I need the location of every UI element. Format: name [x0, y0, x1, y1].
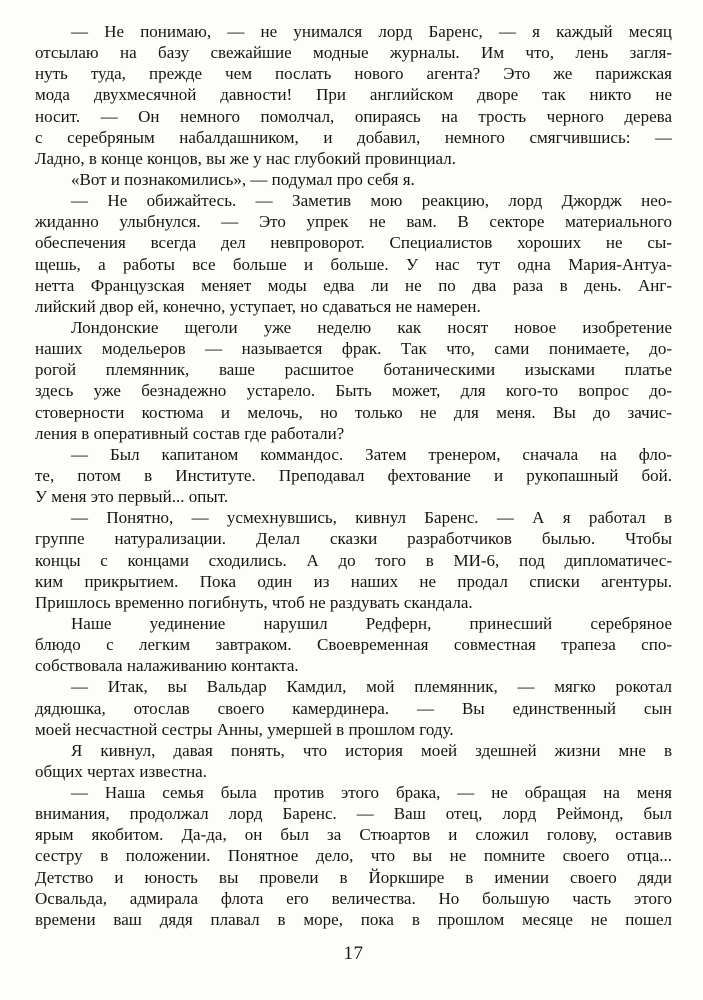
- text-line: обеспечения всегда дел невпроворот. Специалистов хороших не сы-: [35, 233, 672, 253]
- text-line: Пришлось временно погибнуть, чтоб не раздувать скандала.: [35, 592, 473, 612]
- text-line: — Наша семья была против этого брака, — не обращая на меня: [71, 783, 672, 803]
- text-line: собствовала налаживанию контакта.: [35, 656, 299, 676]
- text-line: здесь уже безнадежно устарело. Быть может, для кого-то вопрос до-: [35, 381, 672, 401]
- text-line: Лондонские щеголи уже неделю как носят новое изобретение: [71, 317, 672, 337]
- text-line: блюдо с легким завтраком. Своевременная совместная трапеза спо-: [35, 635, 672, 655]
- text-line: ким прикрытием. Пока один из наших не продал списки агентуры.: [35, 571, 672, 591]
- text-line: Я кивнул, давая понять, что история моей здешней жизни мне в: [71, 740, 672, 760]
- text-line: носит. — Он немного помолчал, опираясь на трость черного дерева: [35, 106, 672, 126]
- text-line: с серебряным набалдашником, и добавил, немного смягчившись: —: [35, 127, 672, 147]
- text-line: сестру в положении. Понятное дело, что вы не помните своего отца...: [35, 846, 672, 866]
- text-line: Освальда, адмирала флота его величества. Но большую часть этого: [35, 888, 672, 908]
- text-line: нуть туда, прежде чем послать нового агента? Это же парижская: [35, 64, 672, 84]
- text-line: концы с концами сходились. А до того в МИ-6, под дипломатичес-: [35, 550, 672, 570]
- text-line: рогой племянник, ваше расшитое ботаническими изысками платье: [35, 360, 672, 380]
- text-line: Наше уединение нарушил Редферн, принесший серебряное: [71, 613, 672, 633]
- text-line: — Не обижайтесь. — Заметив мою реакцию, лорд Джордж нео-: [71, 191, 672, 211]
- text-line: Ладно, в конце концов, вы же у нас глубокий провинциал.: [35, 148, 456, 168]
- text-line: — Итак, вы Вальдар Камдил, мой племянник, — мягко рокотал: [71, 677, 672, 697]
- text-line: времени ваш дядя плавал в море, пока в прошлом месяце не пошел: [35, 909, 672, 929]
- text-line: ления в оперативный состав где работали?: [35, 423, 345, 443]
- text-line: Детство и юность вы провели в Йоркшире в имении своего дяди: [35, 867, 672, 887]
- page-number: 17: [343, 943, 364, 965]
- text-line: группе натурализации. Делал сказки разработчиков былью. Чтобы: [35, 529, 672, 549]
- text-line: стоверности костюма и мелочь, но только не для меня. Вы до зачис-: [35, 402, 672, 422]
- text-line: — Понятно, — усмехнувшись, кивнул Баренс. — А я работал в: [71, 508, 672, 528]
- page-text: [35, 21, 672, 930]
- text-line: лийский двор ей, конечно, уступает, но сдаваться не намерен.: [35, 296, 481, 316]
- text-line: внимания, продолжал лорд Баренс. — Ваш отец, лорд Реймонд, был: [35, 804, 672, 824]
- text-line: — Не понимаю, — не унимался лорд Баренс, — я каждый месяц: [71, 22, 672, 41]
- text-line: нетта Французская меняет моды едва ли не по два раза в день. Анг-: [35, 275, 672, 295]
- text-line: моей несчастной сестры Анны, умершей в прошлом году.: [35, 719, 454, 739]
- text-line: общих чертах известна.: [35, 761, 207, 781]
- text-line: те, потом в Институте. Преподавал фехтование и рукопашный бой.: [35, 465, 672, 485]
- text-line: ярым якобитом. Да-да, он был за Стюартов и сложил голову, оставив: [35, 825, 672, 845]
- text-line: У меня это первый... опыт.: [35, 487, 229, 507]
- text-line: отсылаю на базу свежайшие модные журналы. Им что, лень загля-: [35, 43, 672, 63]
- text-line: щешь, а работы все больше и больше. У нас тут одна Мария-Антуа-: [35, 254, 672, 274]
- text-line: дядюшка, отослав своего камердинера. — Вы единственный сын: [35, 698, 672, 718]
- text-line: жиданно улыбнулся. — Это упрек не вам. В секторе материального: [35, 212, 672, 232]
- text-line: «Вот и познакомились», — подумал про себя я.: [71, 169, 415, 189]
- text-line: — Был капитаном коммандос. Затем тренером, сначала на фло-: [71, 444, 672, 464]
- text-line: мода двухмесячной давности! При английском дворе так никто не: [35, 85, 672, 105]
- text-line: наших модельеров — называется фрак. Так что, сами понимаете, до-: [35, 339, 672, 359]
